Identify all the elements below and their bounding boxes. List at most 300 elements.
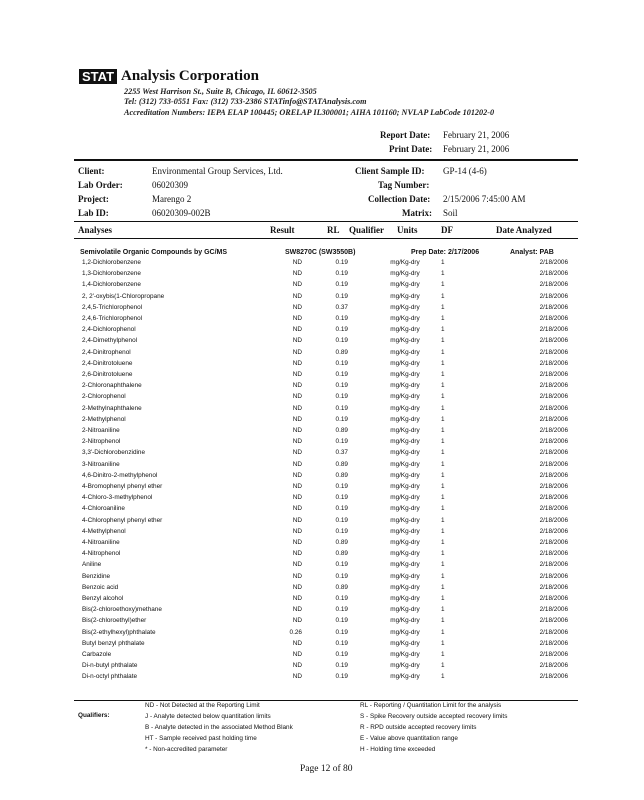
date-analyzed: 2/18/2006 xyxy=(539,438,568,446)
date-analyzed: 2/18/2006 xyxy=(539,516,568,524)
reporting-limit: 0.19 xyxy=(335,673,348,681)
dilution-factor: 1 xyxy=(441,449,445,457)
result-value: ND xyxy=(292,572,302,580)
table-row xyxy=(78,561,578,572)
dilution-factor: 1 xyxy=(441,595,445,602)
date-analyzed: 2/18/2006 xyxy=(539,639,568,647)
result-value: ND xyxy=(292,393,302,401)
analyte-name: Benzidine xyxy=(82,572,111,580)
matrix-label: Matrix: xyxy=(402,208,432,218)
print-date-label: Print Date: xyxy=(389,144,433,154)
table-row xyxy=(78,405,578,416)
qualifier-r: R - RPD outside accepted recovery limits xyxy=(360,724,477,731)
reporting-limit: 0.89 xyxy=(335,427,348,434)
dilution-factor: 1 xyxy=(441,371,445,378)
analyte-name: 2,4-Dichlorophenol xyxy=(82,326,136,334)
reporting-limit: 0.19 xyxy=(335,595,348,602)
footer-divider xyxy=(74,700,578,701)
units-value: mg/Kg-dry xyxy=(390,326,420,334)
dilution-factor: 1 xyxy=(441,337,445,345)
date-analyzed: 2/18/2006 xyxy=(539,427,568,434)
dilution-factor: 1 xyxy=(441,505,445,513)
result-value: ND xyxy=(292,270,302,278)
dilution-factor: 1 xyxy=(441,617,445,625)
date-analyzed: 2/18/2006 xyxy=(539,662,568,670)
qualifier-j: J - Analyte detected below quantitation limits xyxy=(145,713,271,720)
table-row xyxy=(78,270,578,281)
col-df: DF xyxy=(441,225,453,235)
info-divider xyxy=(74,221,578,222)
qualifier-nd: ND - Not Detected at the Reporting Limit xyxy=(145,702,260,709)
analyte-name: 2-Methylnaphthalene xyxy=(82,404,142,412)
col-result: Result xyxy=(270,225,295,235)
date-analyzed: 2/18/2006 xyxy=(539,583,568,591)
reporting-limit: 0.19 xyxy=(335,572,348,580)
units-value: mg/Kg-dry xyxy=(390,270,420,278)
dilution-factor: 1 xyxy=(441,259,445,266)
date-analyzed: 2/18/2006 xyxy=(539,382,568,390)
section-analyst: Analyst: PAB xyxy=(510,249,554,256)
project-label: Project: xyxy=(78,194,109,204)
reporting-limit: 0.19 xyxy=(335,438,348,446)
units-value: mg/Kg-dry xyxy=(390,292,420,300)
date-analyzed: 2/18/2006 xyxy=(539,393,568,401)
analyte-name: 2-Methylphenol xyxy=(82,415,126,423)
reporting-limit: 0.19 xyxy=(335,315,348,322)
analyte-name: Bis(2-ethylhexyl)phthalate xyxy=(82,628,156,636)
date-analyzed: 2/18/2006 xyxy=(539,606,568,614)
analyte-name: 2, 2'-oxybis(1-Chloropropane xyxy=(82,292,165,300)
date-analyzed: 2/18/2006 xyxy=(539,483,568,490)
print-date-value: February 21, 2006 xyxy=(443,144,510,154)
reporting-limit: 0.19 xyxy=(335,292,348,300)
table-row xyxy=(78,550,578,561)
dilution-factor: 1 xyxy=(441,415,445,423)
units-value: mg/Kg-dry xyxy=(390,550,420,558)
company-address: 2255 West Harrison St., Suite B, Chicago, IL 60612-3505 xyxy=(124,87,317,96)
dilution-factor: 1 xyxy=(441,348,445,356)
result-value: ND xyxy=(292,662,302,670)
reporting-limit: 0.37 xyxy=(335,303,348,311)
date-analyzed: 2/18/2006 xyxy=(539,505,568,513)
units-value: mg/Kg-dry xyxy=(390,606,420,614)
table-row xyxy=(78,640,578,651)
dilution-factor: 1 xyxy=(441,382,445,390)
dilution-factor: 1 xyxy=(441,471,445,479)
result-value: ND xyxy=(292,359,302,367)
reporting-limit: 0.19 xyxy=(335,337,348,345)
dilution-factor: 1 xyxy=(441,427,445,434)
analyte-name: 2-Nitroaniline xyxy=(82,427,120,434)
result-value: ND xyxy=(292,326,302,334)
date-analyzed: 2/18/2006 xyxy=(539,539,568,546)
analyte-name: 1,3-Dichlorobenzene xyxy=(82,270,141,278)
collection-date-value: 2/15/2006 7:45:00 AM xyxy=(443,194,526,204)
units-value: mg/Kg-dry xyxy=(390,539,420,546)
result-value: ND xyxy=(292,382,302,390)
units-value: mg/Kg-dry xyxy=(390,404,420,412)
dilution-factor: 1 xyxy=(441,572,445,580)
table-row xyxy=(78,517,578,528)
lab-order-value: 06020309 xyxy=(152,180,188,190)
analyte-name: 2,4-Dinitrotoluene xyxy=(82,359,133,367)
analyte-name: 2,4-Dimethylphenol xyxy=(82,337,138,345)
units-value: mg/Kg-dry xyxy=(390,337,420,345)
reporting-limit: 0.19 xyxy=(335,494,348,502)
analyte-name: 2-Chloronaphthalene xyxy=(82,382,142,390)
date-analyzed: 2/18/2006 xyxy=(539,595,568,602)
header-divider xyxy=(74,159,578,161)
reporting-limit: 0.89 xyxy=(335,460,348,468)
table-row xyxy=(78,461,578,472)
report-date-value: February 21, 2006 xyxy=(443,130,510,140)
reporting-limit: 0.19 xyxy=(335,561,348,569)
analyte-name: 1,4-Dichlorobenzene xyxy=(82,281,141,289)
reporting-limit: 0.19 xyxy=(335,404,348,412)
units-value: mg/Kg-dry xyxy=(390,639,420,647)
units-value: mg/Kg-dry xyxy=(390,561,420,569)
date-analyzed: 2/18/2006 xyxy=(539,404,568,412)
reporting-limit: 0.19 xyxy=(335,527,348,535)
qualifier-h: H - Holding time exceeded xyxy=(360,746,436,753)
table-row xyxy=(78,281,578,292)
col-rl: RL xyxy=(327,225,340,235)
table-row xyxy=(78,584,578,595)
result-value: ND xyxy=(292,438,302,446)
reporting-limit: 0.89 xyxy=(335,550,348,558)
dilution-factor: 1 xyxy=(441,292,445,300)
dilution-factor: 1 xyxy=(441,393,445,401)
qualifier-s: S - Spike Recovery outside accepted recovery limits xyxy=(360,713,508,720)
dilution-factor: 1 xyxy=(441,438,445,446)
table-row xyxy=(78,337,578,348)
table-row xyxy=(78,528,578,539)
units-value: mg/Kg-dry xyxy=(390,572,420,580)
units-value: mg/Kg-dry xyxy=(390,662,420,670)
analyte-name: 4-Chloroaniline xyxy=(82,505,125,513)
analyte-name: 2,6-Dinitrotoluene xyxy=(82,371,133,378)
table-row xyxy=(78,416,578,427)
table-row xyxy=(78,651,578,662)
units-value: mg/Kg-dry xyxy=(390,281,420,289)
dilution-factor: 1 xyxy=(441,628,445,636)
units-value: mg/Kg-dry xyxy=(390,617,420,625)
result-value: ND xyxy=(292,583,302,591)
col-date-analyzed: Date Analyzed xyxy=(496,225,552,235)
units-value: mg/Kg-dry xyxy=(390,505,420,513)
table-row xyxy=(78,472,578,483)
reporting-limit: 0.19 xyxy=(335,606,348,614)
result-value: ND xyxy=(292,449,302,457)
units-value: mg/Kg-dry xyxy=(390,348,420,356)
dilution-factor: 1 xyxy=(441,606,445,614)
reporting-limit: 0.19 xyxy=(335,371,348,378)
date-analyzed: 2/18/2006 xyxy=(539,270,568,278)
date-analyzed: 2/18/2006 xyxy=(539,292,568,300)
reporting-limit: 0.37 xyxy=(335,449,348,457)
result-value: ND xyxy=(292,539,302,546)
date-analyzed: 2/18/2006 xyxy=(539,348,568,356)
date-analyzed: 2/18/2006 xyxy=(539,471,568,479)
result-value: ND xyxy=(292,415,302,423)
client-label: Client: xyxy=(78,166,105,176)
units-value: mg/Kg-dry xyxy=(390,651,420,658)
units-value: mg/Kg-dry xyxy=(390,583,420,591)
result-value: ND xyxy=(292,606,302,614)
result-value: ND xyxy=(292,303,302,311)
date-analyzed: 2/18/2006 xyxy=(539,371,568,378)
project-value: Marengo 2 xyxy=(152,194,192,204)
col-units: Units xyxy=(397,225,418,235)
reporting-limit: 0.89 xyxy=(335,539,348,546)
dilution-factor: 1 xyxy=(441,527,445,535)
date-analyzed: 2/18/2006 xyxy=(539,561,568,569)
result-value: ND xyxy=(292,550,302,558)
result-value: ND xyxy=(292,617,302,625)
analyte-name: 2,4,6-Trichlorophenol xyxy=(82,315,143,322)
date-analyzed: 2/18/2006 xyxy=(539,494,568,502)
dilution-factor: 1 xyxy=(441,550,445,558)
reporting-limit: 0.19 xyxy=(335,628,348,636)
table-row xyxy=(78,449,578,460)
reporting-limit: 0.19 xyxy=(335,326,348,334)
table-row xyxy=(78,573,578,584)
date-analyzed: 2/18/2006 xyxy=(539,460,568,468)
dilution-factor: 1 xyxy=(441,404,445,412)
units-value: mg/Kg-dry xyxy=(390,516,420,524)
date-analyzed: 2/18/2006 xyxy=(539,303,568,311)
table-row xyxy=(78,673,578,684)
date-analyzed: 2/18/2006 xyxy=(539,449,568,457)
result-value: ND xyxy=(292,639,302,647)
table-row xyxy=(78,606,578,617)
date-analyzed: 2/18/2006 xyxy=(539,337,568,345)
analyte-name: Carbazole xyxy=(82,651,112,658)
result-value: ND xyxy=(292,494,302,502)
analyte-name: Benzoic acid xyxy=(82,583,119,591)
result-value: ND xyxy=(292,259,302,266)
table-row xyxy=(78,539,578,550)
result-value: ND xyxy=(292,427,302,434)
dilution-factor: 1 xyxy=(441,651,445,658)
table-row xyxy=(78,438,578,449)
table-row xyxy=(78,617,578,628)
table-row xyxy=(78,293,578,304)
reporting-limit: 0.19 xyxy=(335,483,348,490)
units-value: mg/Kg-dry xyxy=(390,628,420,636)
result-value: ND xyxy=(292,527,302,535)
section-prep-date: Prep Date: 2/17/2006 xyxy=(411,249,480,256)
date-analyzed: 2/18/2006 xyxy=(539,628,568,636)
company-logo: STAT xyxy=(79,69,117,84)
table-row xyxy=(78,382,578,393)
analyte-name: Aniline xyxy=(82,561,102,569)
analyte-name: Di-n-butyl phthalate xyxy=(82,662,138,670)
dilution-factor: 1 xyxy=(441,460,445,468)
analyte-name: 4-Chlorophenyl phenyl ether xyxy=(82,516,163,524)
table-row xyxy=(78,349,578,360)
qualifier-b: B - Analyte detected in the associated Method Blank xyxy=(145,724,293,731)
date-analyzed: 2/18/2006 xyxy=(539,315,568,322)
date-analyzed: 2/18/2006 xyxy=(539,651,568,658)
matrix-value: Soil xyxy=(443,208,458,218)
result-value: ND xyxy=(292,348,302,356)
units-value: mg/Kg-dry xyxy=(390,483,420,490)
table-row xyxy=(78,505,578,516)
reporting-limit: 0.19 xyxy=(335,662,348,670)
date-analyzed: 2/18/2006 xyxy=(539,359,568,367)
dilution-factor: 1 xyxy=(441,494,445,502)
dilution-factor: 1 xyxy=(441,516,445,524)
date-analyzed: 2/18/2006 xyxy=(539,527,568,535)
dilution-factor: 1 xyxy=(441,281,445,289)
dilution-factor: 1 xyxy=(441,539,445,546)
analyte-name: 2-Nitrophenol xyxy=(82,438,121,446)
result-value: ND xyxy=(292,505,302,513)
units-value: mg/Kg-dry xyxy=(390,371,420,378)
dilution-factor: 1 xyxy=(441,561,445,569)
column-divider xyxy=(74,238,578,239)
reporting-limit: 0.19 xyxy=(335,516,348,524)
report-date-label: Report Date: xyxy=(380,130,431,140)
units-value: mg/Kg-dry xyxy=(390,303,420,311)
date-analyzed: 2/18/2006 xyxy=(539,572,568,580)
result-value: ND xyxy=(292,371,302,378)
dilution-factor: 1 xyxy=(441,359,445,367)
table-row xyxy=(78,315,578,326)
reporting-limit: 0.19 xyxy=(335,639,348,647)
table-row xyxy=(78,629,578,640)
dilution-factor: 1 xyxy=(441,315,445,322)
analyte-name: 2,4,5-Trichlorophenol xyxy=(82,303,143,311)
client-sample-id-label: Client Sample ID: xyxy=(355,166,425,176)
analyte-name: Bis(2-chloroethyl)ether xyxy=(82,617,147,625)
qualifier-ht: HT - Sample received past holding time xyxy=(145,735,257,742)
reporting-limit: 0.89 xyxy=(335,348,348,356)
date-analyzed: 2/18/2006 xyxy=(539,550,568,558)
reporting-limit: 0.89 xyxy=(335,583,348,591)
result-value: 0.26 xyxy=(289,628,302,636)
company-contact: Tel: (312) 733-0551 Fax: (312) 733-2386 STATinfo@STATAnalysis.com xyxy=(124,97,367,106)
client-sample-id-value: GP-14 (4-6) xyxy=(443,166,487,176)
table-row xyxy=(78,494,578,505)
table-row xyxy=(78,371,578,382)
analyte-name: 4-Methylphenol xyxy=(82,527,126,535)
analyte-name: Benzyl alcohol xyxy=(82,595,124,602)
analyte-name: 3-Nitroaniline xyxy=(82,460,120,468)
company-name: Analysis Corporation xyxy=(121,68,259,84)
reporting-limit: 0.19 xyxy=(335,270,348,278)
reporting-limit: 0.19 xyxy=(335,382,348,390)
dilution-factor: 1 xyxy=(441,639,445,647)
analyte-name: 4-Bromophenyl phenyl ether xyxy=(82,483,163,490)
result-value: ND xyxy=(292,315,302,322)
dilution-factor: 1 xyxy=(441,303,445,311)
units-value: mg/Kg-dry xyxy=(390,382,420,390)
result-value: ND xyxy=(292,337,302,345)
tag-number-label: Tag Number: xyxy=(378,180,430,190)
reporting-limit: 0.89 xyxy=(335,471,348,479)
result-value: ND xyxy=(292,595,302,602)
reporting-limit: 0.19 xyxy=(335,505,348,513)
units-value: mg/Kg-dry xyxy=(390,415,420,423)
analyte-name: 2,4-Dinitrophenol xyxy=(82,348,131,356)
result-value: ND xyxy=(292,281,302,289)
dilution-factor: 1 xyxy=(441,483,445,490)
result-value: ND xyxy=(292,404,302,412)
reporting-limit: 0.19 xyxy=(335,259,348,266)
table-row xyxy=(78,595,578,606)
date-analyzed: 2/18/2006 xyxy=(539,259,568,266)
result-value: ND xyxy=(292,471,302,479)
units-value: mg/Kg-dry xyxy=(390,673,420,681)
reporting-limit: 0.19 xyxy=(335,617,348,625)
table-row xyxy=(78,662,578,673)
col-qualifier: Qualifier xyxy=(349,225,384,235)
units-value: mg/Kg-dry xyxy=(390,494,420,502)
analyte-name: 4-Nitroaniline xyxy=(82,539,120,546)
reporting-limit: 0.19 xyxy=(335,281,348,289)
dilution-factor: 1 xyxy=(441,673,445,681)
result-value: ND xyxy=(292,460,302,468)
analyte-name: 3,3'-Dichlorobenzidine xyxy=(82,449,146,457)
analyte-name: 4-Chloro-3-methylphenol xyxy=(82,494,153,502)
units-value: mg/Kg-dry xyxy=(390,595,420,602)
section-title: Semivolatile Organic Compounds by GC/MS xyxy=(80,249,228,256)
date-analyzed: 2/18/2006 xyxy=(539,673,568,681)
client-value: Environmental Group Services, Ltd. xyxy=(152,166,283,176)
page-number: Page 12 of 80 xyxy=(300,764,353,774)
units-value: mg/Kg-dry xyxy=(390,393,420,401)
units-value: mg/Kg-dry xyxy=(390,460,420,468)
result-value: ND xyxy=(292,561,302,569)
dilution-factor: 1 xyxy=(441,583,445,591)
lab-id-label: Lab ID: xyxy=(78,208,109,218)
date-analyzed: 2/18/2006 xyxy=(539,617,568,625)
qualifier-e: E - Value above quantitation range xyxy=(360,735,458,742)
units-value: mg/Kg-dry xyxy=(390,438,420,446)
units-value: mg/Kg-dry xyxy=(390,359,420,367)
col-analyses: Analyses xyxy=(78,225,113,235)
dilution-factor: 1 xyxy=(441,270,445,278)
accreditation-numbers: Accreditation Numbers: IEPA ELAP 100445; ORELAP IL300001; AIHA 101160; NVLAP LabCode 101202-0 xyxy=(124,108,495,117)
analyte-name: 1,2-Dichlorobenzene xyxy=(82,259,141,266)
analyte-name: Butyl benzyl phthalate xyxy=(82,639,145,647)
analyte-name: 2-Chlorophenol xyxy=(82,393,126,401)
table-row xyxy=(78,326,578,337)
units-value: mg/Kg-dry xyxy=(390,259,420,266)
reporting-limit: 0.19 xyxy=(335,393,348,401)
analyte-name: Bis(2-chloroethoxy)methane xyxy=(82,606,162,614)
analyte-name: Di-n-octyl phthalate xyxy=(82,673,138,681)
table-row xyxy=(78,393,578,404)
dilution-factor: 1 xyxy=(441,326,445,334)
units-value: mg/Kg-dry xyxy=(390,449,420,457)
units-value: mg/Kg-dry xyxy=(390,471,420,479)
result-value: ND xyxy=(292,483,302,490)
date-analyzed: 2/18/2006 xyxy=(539,326,568,334)
table-row xyxy=(78,304,578,315)
date-analyzed: 2/18/2006 xyxy=(539,415,568,423)
collection-date-label: Collection Date: xyxy=(368,194,431,204)
table-row xyxy=(78,483,578,494)
date-analyzed: 2/18/2006 xyxy=(539,281,568,289)
dilution-factor: 1 xyxy=(441,662,445,670)
lab-id-value: 06020309-002B xyxy=(152,208,211,218)
reporting-limit: 0.19 xyxy=(335,359,348,367)
qualifiers-label: Qualifiers: xyxy=(78,712,110,719)
table-row xyxy=(78,360,578,371)
